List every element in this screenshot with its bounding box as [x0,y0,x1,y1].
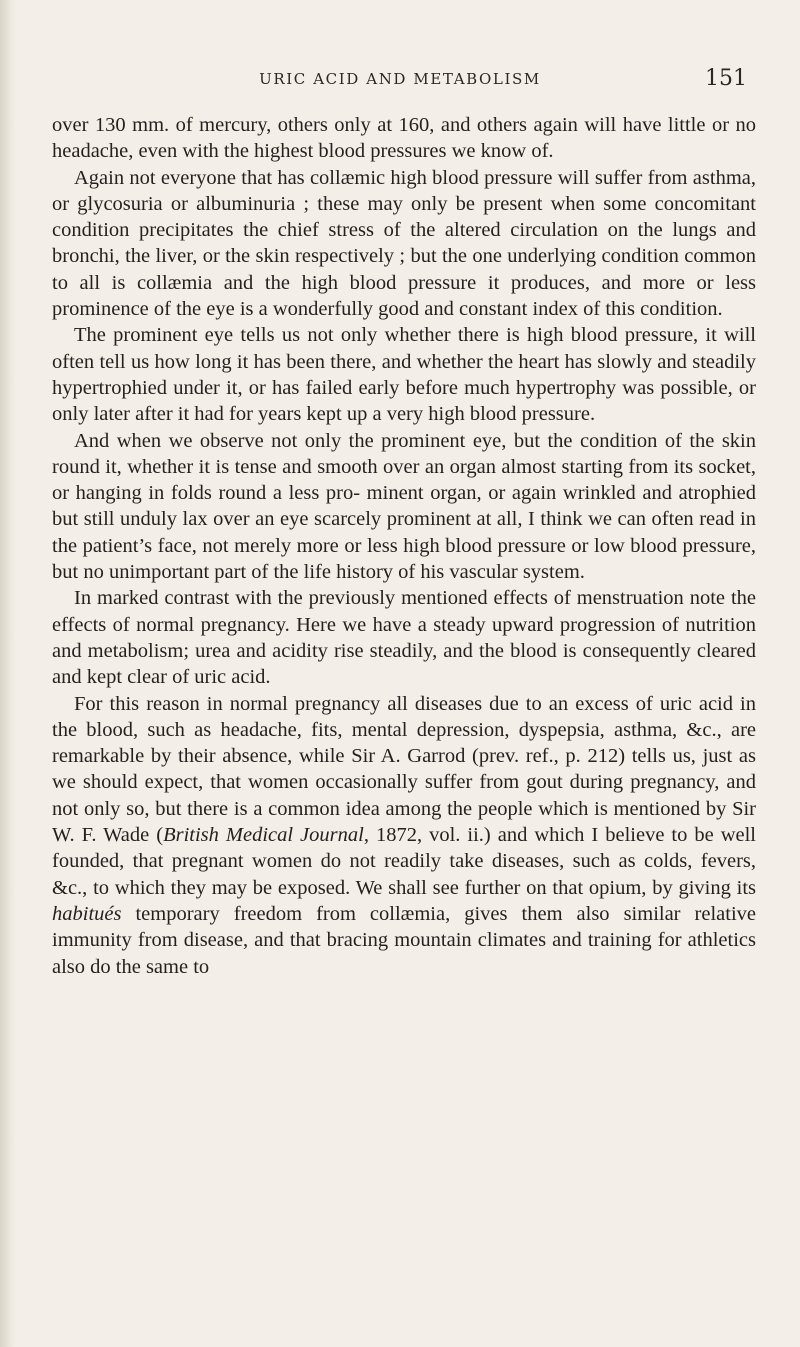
body-text [52,112,756,980]
paragraph-2: Again not everyone that has collæmic high blood pressure will suffer from asthma, or glycosuria or albuminuria ; these may only be present when some concomitant condition precipitates the chief stress of the altered circulation on the lungs and bronchi, the liver, or the skin respectively ; but the one underlying condition common to all is collæmia and the high blood pressure it produces, and more or less prominence of the eye is a wonderfully good and constant index of this condition. [52,166,756,321]
running-head [0,66,800,94]
paragraph-6-part-2: , 1872, vol. ii.) and which I believe to be well founded, that pregnant women do not readily take diseases, such as colds, fevers, &c., to which they may be exposed. We shall see further on that opium, by giving its [52,824,756,899]
paragraph-6-part-3: temporary freedom from collæmia, gives them also similar relative immunity from disease, and that bracing mountain climates and training for athletics also do the same to [52,902,756,978]
journal-title: British Medical Journal [163,824,364,847]
paragraph-5: In marked contrast with the previously mentioned effects of menstruation note the effects of normal pregnancy. Here we have a steady upward progression of nutrition and metabolism; urea and acidity rise steadily, and the blood is consequently cleared and kept clear of uric acid. [52,587,756,689]
paragraph-1: over 130 mm. of mercury, others only at 160, and others again will have little or no headache, even with the highest blood pressures we know of. [52,114,756,163]
paragraph-6-part-1: For this reason in normal pregnancy all diseases due to an excess of uric acid in the blood, such as headache, fits, mental depression, dyspepsia, asthma, &c., are remarkable by their absence, while Sir A. Garrod (prev. ref., p. 212) tells us, just as we should expect, that women occasionally suffer from gout during pregnancy, and not only so, but there is a common idea among the people which is mentioned by Sir W. F. Wade ( [52,692,756,847]
binding-edge [0,0,16,1347]
habitues-term: habitués [52,902,122,925]
paragraph-3: The prominent eye tells us not only whether there is high blood pressure, it will often tell us how long it has been there, and whether the heart has slowly and steadily hypertrophied under it, or has failed early before much hypertrophy was possible, or only later after it had for years kept up a very high blood pressure. [52,324,756,426]
page-number: 151 [705,66,747,91]
paragraph-4: And when we observe not only the prominent eye, but the condition of the skin round it, whether it is tense and smooth over an organ almost starting from its socket, or hanging in folds round a less pro- minent organ, or again wrinkled and atrophied but still unduly lax over an eye scarcely prominent at all, I think we can often read in the patient’s face, not merely more or less high blood pressure or low blood pressure, but no unimportant part of the life history of his vascular system. [52,429,756,584]
running-title: URIC ACID AND METABOLISM [259,70,541,88]
paragraph-6 [52,691,756,980]
